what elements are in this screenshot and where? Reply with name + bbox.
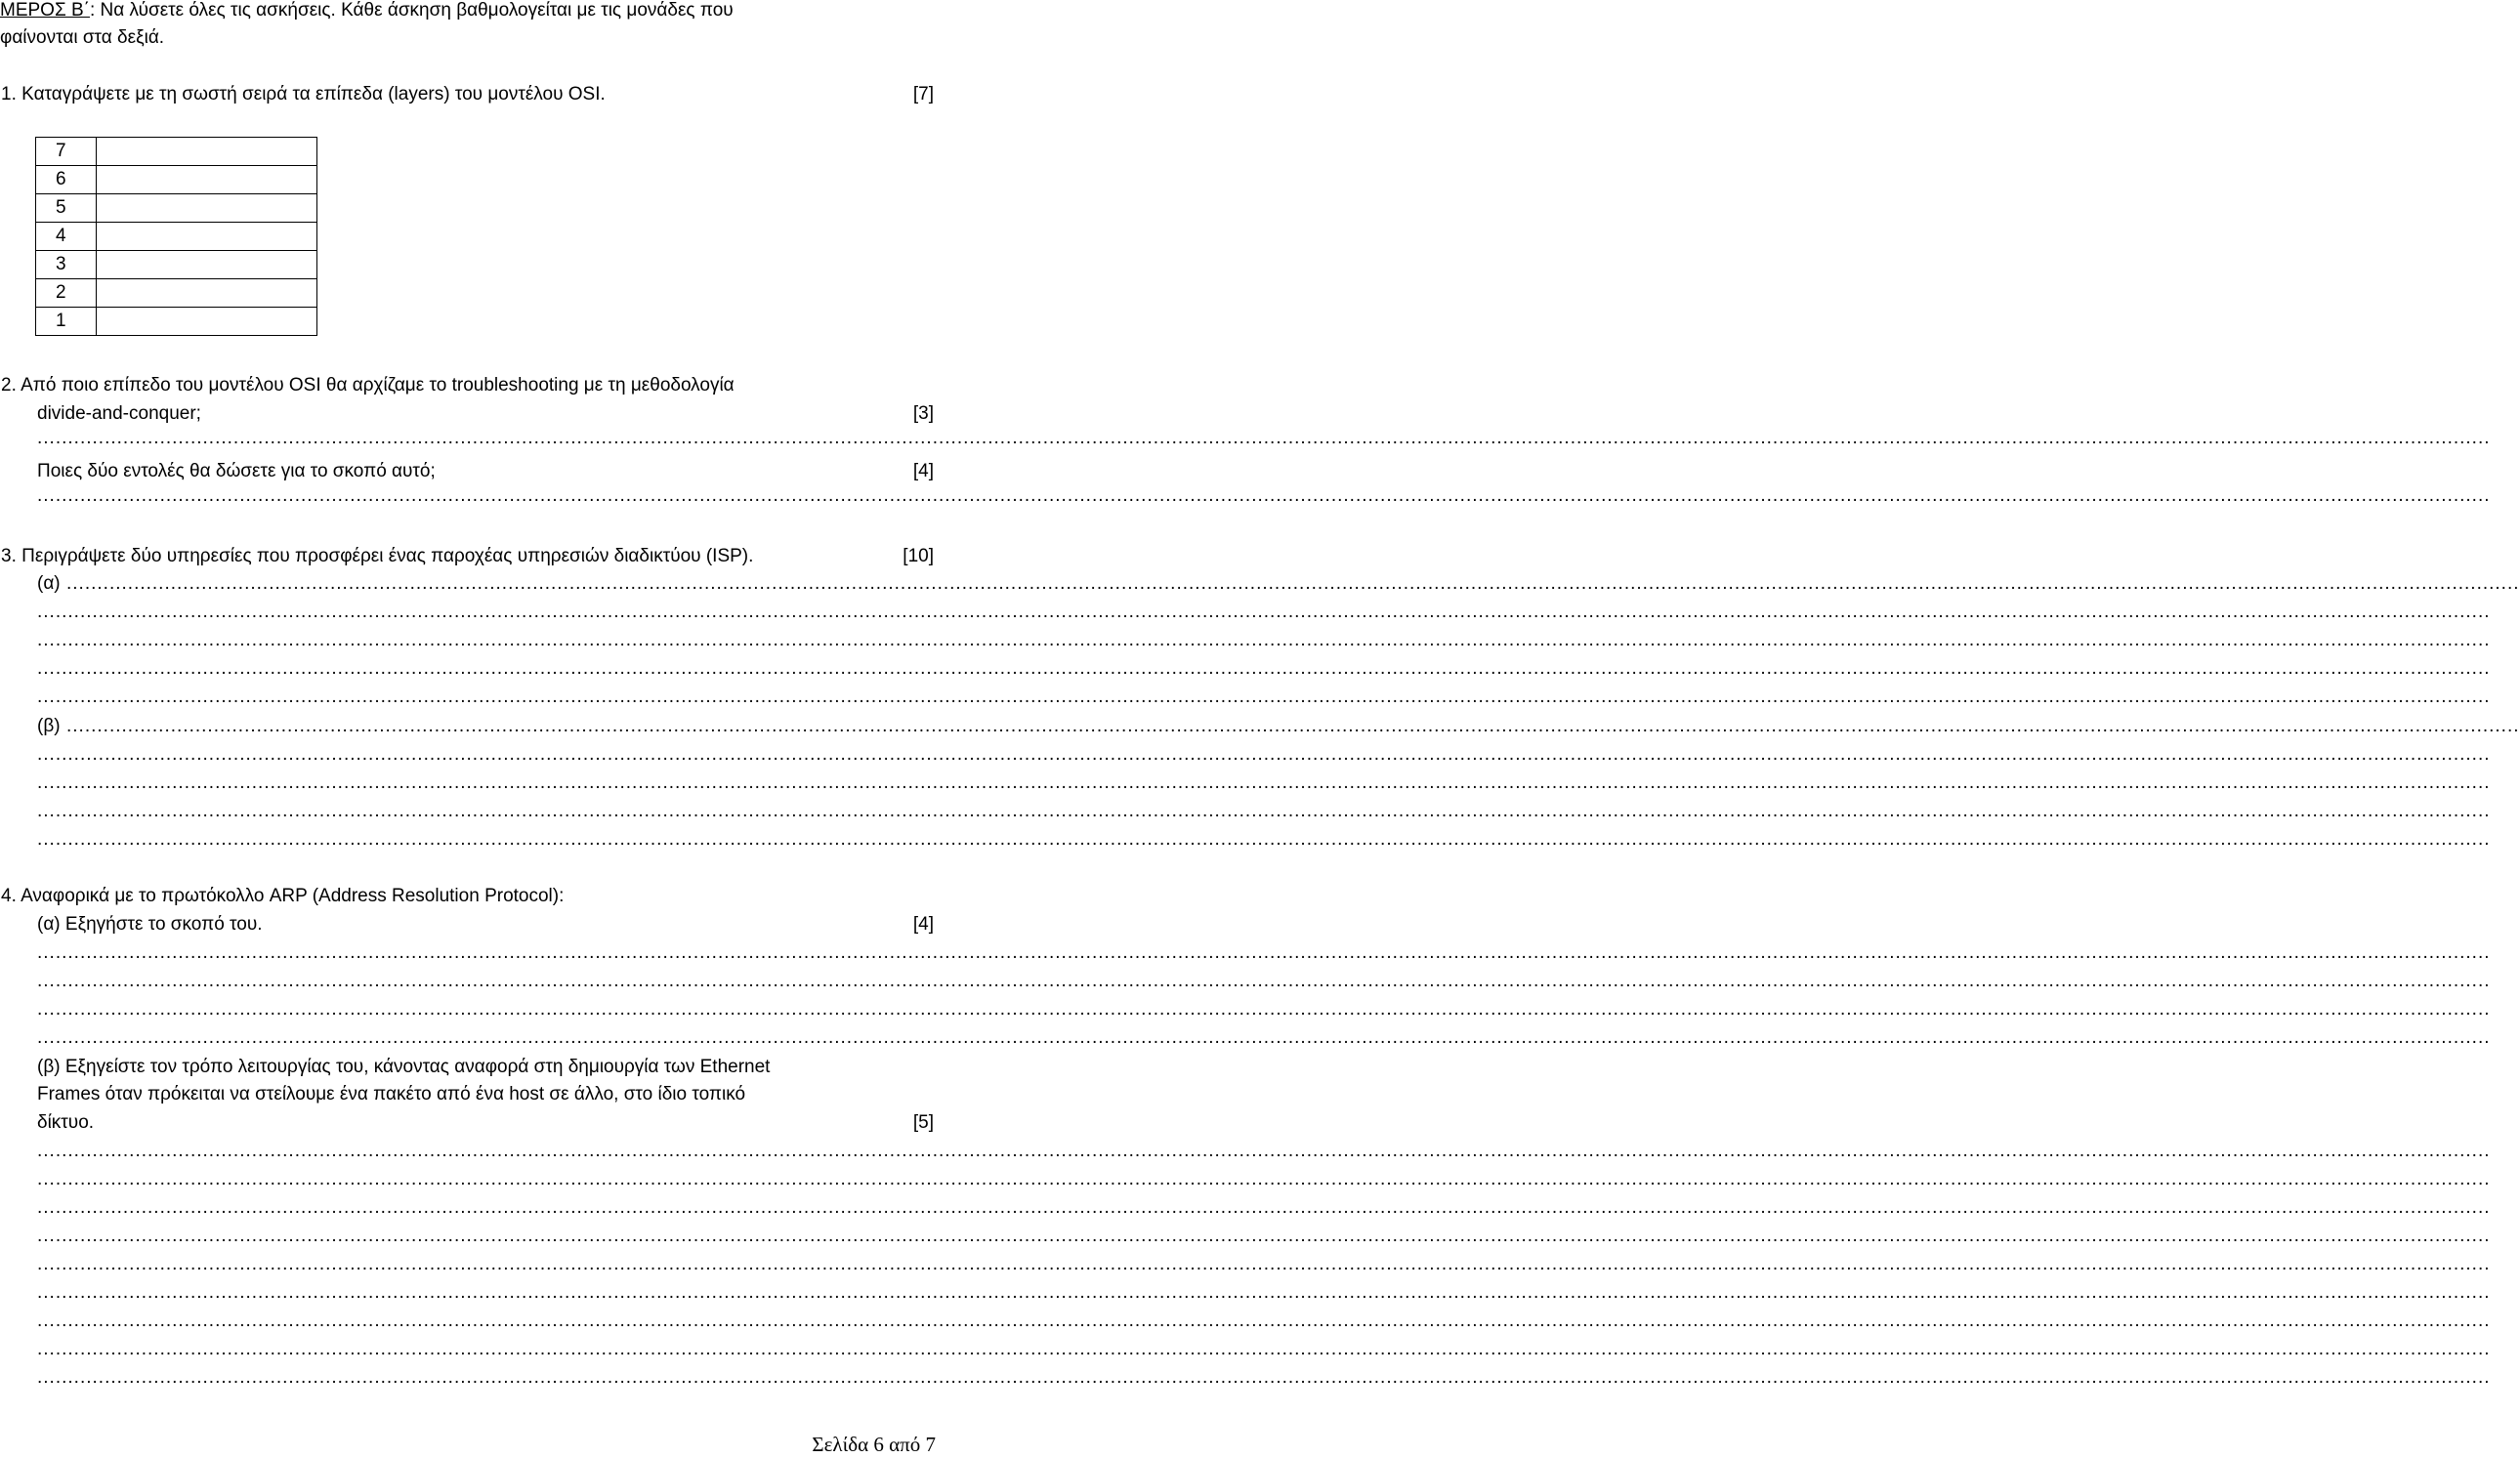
question-4-text: 4. Αναφορικά με το πρωτόκολλο ARP (Address Resolution Protocol): — [1, 886, 565, 906]
answer-line[interactable]: ................................................................................................................................................................................................................................................................................................................................................................................................................ — [37, 1254, 2491, 1274]
question-4b-line-2: Frames όταν πρόκειται να στείλουμε ένα πακέτο από ένα host σε άλλο, στο ίδιο τοπικό — [37, 1084, 746, 1104]
answer-line[interactable]: ................................................................................................................................................................................................................................................................................................................................................................................................................ — [37, 772, 2491, 793]
answer-line[interactable]: ................................................................................................................................................................................................................................................................................................................................................................................................................ — [37, 971, 2491, 991]
table-row — [36, 308, 317, 336]
answer-line[interactable]: ................................................................................................................................................................................................................................................................................................................................................................................................................ — [37, 801, 2491, 821]
answer-line[interactable]: ................................................................................................................................................................................................................................................................................................................................................................................................................ — [37, 942, 2491, 963]
page-number: Σελίδα 6 από 7 — [812, 1433, 936, 1456]
answer-line[interactable]: ................................................................................................................................................................................................................................................................................................................................................................................................................ — [37, 630, 2491, 650]
layer-number: 1 — [36, 308, 97, 336]
part-label: ΜΕΡΟΣ Β΄ — [0, 0, 90, 21]
layer-number: 6 — [36, 166, 97, 194]
answer-line[interactable]: ................................................................................................................................................................................................................................................................................................................................................................................................................ — [37, 1169, 2491, 1189]
layer-number: 4 — [36, 223, 97, 251]
question-1-marks: [7] — [912, 84, 934, 104]
answer-line[interactable]: ................................................................................................................................................................................................................................................................................................................................................................................................................ — [37, 1339, 2491, 1359]
table-row — [36, 279, 317, 308]
instructions-line-1 — [0, 0, 734, 23]
question-4b-line-3: δίκτυο. — [37, 1112, 95, 1133]
question-3-marks: [10] — [903, 546, 934, 566]
table-row — [36, 223, 317, 251]
layer-answer-cell[interactable] — [97, 308, 317, 336]
answer-line[interactable]: ................................................................................................................................................................................................................................................................................................................................................................................................................ — [37, 1282, 2491, 1303]
table-row — [36, 194, 317, 223]
question-3-text: 3. Περιγράψετε δύο υπηρεσίες που προσφέρει ένας παροχέας υπηρεσιών διαδικτύου (ISP). — [1, 546, 754, 566]
answer-line[interactable]: ................................................................................................................................................................................................................................................................................................................................................................................................................ — [37, 687, 2491, 707]
answer-line[interactable]: ................................................................................................................................................................................................................................................................................................................................................................................................................ — [37, 428, 2491, 448]
instructions-line-2: φαίνονται στα δεξιά. — [0, 27, 165, 48]
question-4a-text: (α) Εξηγήστε το σκοπό του. — [37, 914, 263, 935]
question-2-marks: [3] — [912, 403, 934, 424]
table-row — [36, 166, 317, 194]
answer-b-label: (β) — [37, 716, 61, 736]
question-2-line-2: divide-and-conquer; — [37, 403, 201, 424]
instructions-text: : Να λύσετε όλες τις ασκήσεις. Κάθε άσκηση βαθμολογείται με τις μονάδες που — [89, 0, 734, 21]
layer-number: 7 — [36, 138, 97, 166]
answer-line[interactable]: ................................................................................................................................................................................................................................................................................................................................................................................................................ — [37, 744, 2491, 765]
answer-line[interactable]: ................................................................................................................................................................................................................................................................................................................................................................................................................ — [37, 485, 2491, 506]
layer-answer-cell[interactable] — [97, 223, 317, 251]
answer-line[interactable]: ................................................................................................................................................................................................................................................................................................................................................................................................................ — [66, 716, 2520, 736]
answer-line[interactable]: ................................................................................................................................................................................................................................................................................................................................................................................................................ — [37, 1311, 2491, 1331]
question-2-sub-marks: [4] — [912, 461, 934, 481]
answer-line[interactable]: ................................................................................................................................................................................................................................................................................................................................................................................................................ — [37, 1367, 2491, 1388]
layer-answer-cell[interactable] — [97, 279, 317, 308]
answer-line[interactable]: ................................................................................................................................................................................................................................................................................................................................................................................................................ — [66, 573, 2520, 594]
question-2-sub: Ποιες δύο εντολές θα δώσετε για το σκοπό αυτό; — [37, 461, 436, 481]
osi-layers-table — [35, 137, 317, 336]
layer-answer-cell[interactable] — [97, 138, 317, 166]
table-row — [36, 251, 317, 279]
answer-line[interactable]: ................................................................................................................................................................................................................................................................................................................................................................................................................ — [37, 1226, 2491, 1246]
table-row — [36, 138, 317, 166]
question-4b-line-1: (β) Εξηγείστε τον τρόπο λειτουργίας του, κάνοντας αναφορά στη δημιουργία των Ethernet — [37, 1057, 771, 1077]
answer-line[interactable]: ................................................................................................................................................................................................................................................................................................................................................................................................................ — [37, 829, 2491, 850]
answer-line[interactable]: ................................................................................................................................................................................................................................................................................................................................................................................................................ — [37, 1027, 2491, 1048]
layer-number: 3 — [36, 251, 97, 279]
answer-line[interactable]: ................................................................................................................................................................................................................................................................................................................................................................................................................ — [37, 1141, 2491, 1161]
question-1-text: 1. Καταγράψετε με τη σωστή σειρά τα επίπεδα (layers) του μοντέλου OSI. — [1, 84, 606, 104]
question-4a-marks: [4] — [912, 914, 934, 935]
answer-line[interactable]: ................................................................................................................................................................................................................................................................................................................................................................................................................ — [37, 602, 2491, 622]
answer-line[interactable]: ................................................................................................................................................................................................................................................................................................................................................................................................................ — [37, 999, 2491, 1020]
answer-line[interactable]: ................................................................................................................................................................................................................................................................................................................................................................................................................ — [37, 1197, 2491, 1218]
answer-a-label: (α) — [37, 573, 61, 594]
layer-answer-cell[interactable] — [97, 251, 317, 279]
answer-line[interactable]: ................................................................................................................................................................................................................................................................................................................................................................................................................ — [37, 658, 2491, 679]
layer-number: 2 — [36, 279, 97, 308]
question-2-line-1: 2. Από ποιο επίπεδο του μοντέλου OSI θα αρχίζαμε το troubleshooting με τη μεθοδολογία — [1, 375, 735, 396]
question-4b-marks: [5] — [912, 1112, 934, 1133]
layer-number: 5 — [36, 194, 97, 223]
layer-answer-cell[interactable] — [97, 166, 317, 194]
layer-answer-cell[interactable] — [97, 194, 317, 223]
